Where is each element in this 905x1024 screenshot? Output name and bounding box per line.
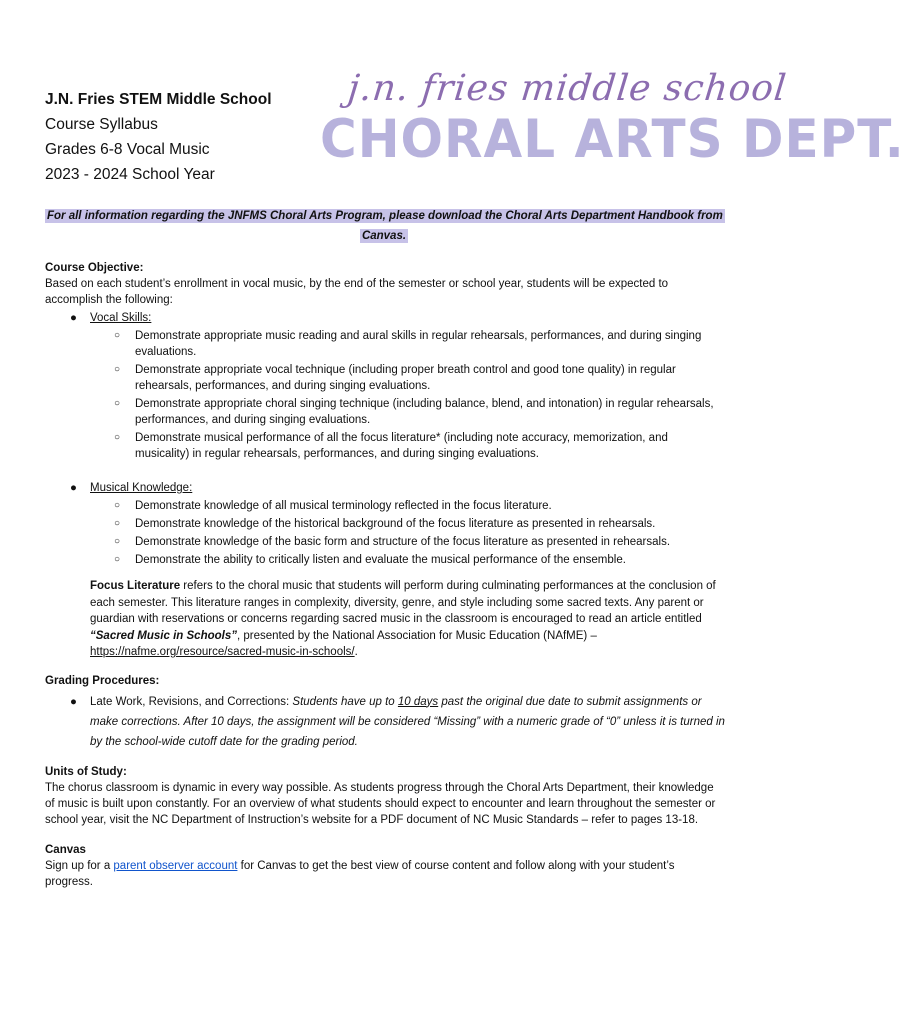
nafme-link[interactable]: https://nafme.org/resource/sacred-music-in-schools/ xyxy=(90,646,355,658)
knowledge-text: Demonstrate knowledge of the basic form and structure of the focus literature as presented in rehearsals. xyxy=(135,536,671,548)
circle-bullet: ○ xyxy=(114,364,121,375)
objective-title: Course Objective: xyxy=(45,262,144,274)
grades-line: Grades 6-8 Vocal Music xyxy=(45,141,210,158)
syllabus-body xyxy=(45,260,725,890)
knowledge-item xyxy=(45,498,725,514)
circle-bullet: ○ xyxy=(114,398,121,409)
vocal-skill-item xyxy=(45,362,725,394)
bullet-dot: ● xyxy=(70,312,77,324)
bullet-dot: ● xyxy=(70,482,77,494)
bullet-dot: ● xyxy=(70,695,77,708)
late-work-days: 10 days xyxy=(397,695,439,708)
vocal-skill-text: Demonstrate appropriate choral singing technique (including balance, blend, and intonation) in regular rehearsals, performances, and during singing evaluations. xyxy=(135,398,714,426)
circle-bullet: ○ xyxy=(114,554,121,565)
logo-block-text: CHORAL ARTS DEPT. xyxy=(320,108,905,170)
canvas-text-1: Sign up for a xyxy=(45,859,114,872)
vocal-skill-text: Demonstrate musical performance of all the focus literature* (including note accuracy, memorization, and musicality) in regular rehearsals, performances, and during singing evaluations. xyxy=(135,432,668,460)
circle-bullet: ○ xyxy=(114,500,121,511)
units-title: Units of Study: xyxy=(45,765,127,778)
vocal-skill-item xyxy=(45,430,725,462)
grading-title: Grading Procedures: xyxy=(45,674,160,687)
article-title: “Sacred Music in Schools” xyxy=(90,629,237,642)
circle-bullet: ○ xyxy=(114,518,121,529)
vocal-skills-label: Vocal Skills: xyxy=(90,312,152,324)
handbook-banner-text: For all information regarding the JNFMS Choral Arts Program, please download the Choral Arts Department Handbook from Canvas. xyxy=(47,210,723,242)
units-text: The chorus classroom is dynamic in every way possible. As students progress through the Choral Arts Department, their knowledge of music is built upon constantly. For an overview of what students should expect to encounter and learn throughout the semester or school year, visit the NC Department of Instruction’s website for a PDF document of NC Music Standards – refer to pages 13-18. xyxy=(45,781,716,826)
circle-bullet: ○ xyxy=(114,432,121,443)
canvas-text-2: for Canvas to get the best view of course content and follow along with your student’s progress. xyxy=(45,859,675,888)
objective-intro: Based on each student’s enrollment in vocal music, by the end of the semester or school year, students will be expected to accomplish the following: xyxy=(45,278,669,306)
school-name: J.N. Fries STEM Middle School xyxy=(45,91,272,108)
late-work-bullet xyxy=(45,692,725,752)
knowledge-item xyxy=(45,534,725,550)
knowledge-text: Demonstrate knowledge of the historical background of the focus literature as presented in rehearsals. xyxy=(135,518,656,530)
musical-knowledge-label: Musical Knowledge: xyxy=(90,482,193,494)
musical-knowledge-bullet xyxy=(45,480,725,496)
focus-literature-paragraph xyxy=(45,578,725,661)
late-work-text-1: Students have up to xyxy=(292,695,398,708)
canvas-paragraph xyxy=(45,858,725,890)
vocal-skill-text: Demonstrate appropriate music reading and aural skills in regular rehearsals, performances, and during singing evaluations. xyxy=(135,330,702,358)
logo-script-text: j.n. fries middle school xyxy=(345,68,789,109)
late-work-label: Late Work, Revisions, and Corrections: xyxy=(90,695,293,708)
school-year: 2023 - 2024 School Year xyxy=(45,166,215,183)
focus-text-2: , presented by the National Association for Music Education (NAfME) – xyxy=(236,629,597,642)
knowledge-text: Demonstrate the ability to critically listen and evaluate the musical performance of the ensemble. xyxy=(135,554,626,566)
late-work-text-2: past the original due date to submit assignments or make corrections. After 10 days, the assignment will be considered “Missing” with a numeric grade of “0” unless it is turned in by the school-wide cutoff date for the grading period. xyxy=(90,695,725,748)
focus-end: . xyxy=(354,646,358,658)
document-title: Course Syllabus xyxy=(45,116,158,133)
circle-bullet: ○ xyxy=(114,536,121,547)
choral-arts-logo xyxy=(318,68,905,176)
vocal-skill-item xyxy=(45,396,725,428)
handbook-banner xyxy=(45,206,723,246)
vocal-skill-item xyxy=(45,328,725,360)
canvas-title: Canvas xyxy=(45,843,86,856)
focus-term: Focus Literature xyxy=(90,580,181,592)
parent-observer-link[interactable]: parent observer account xyxy=(113,859,238,872)
circle-bullet: ○ xyxy=(114,330,121,341)
header-block xyxy=(45,87,345,187)
vocal-skill-text: Demonstrate appropriate vocal technique (including proper breath control and good tone quality) in regular rehearsals, performances, and during singing evaluations. xyxy=(135,364,676,392)
knowledge-item xyxy=(45,516,725,532)
focus-text-1: refers to the choral music that students will perform during culminating performances at the conclusion of each semester. This literature ranges in complexity, diversity, genre, and style including some sacred texts. Any parent or guardian with reservations or concerns regarding sacred music in the classroom is encouraged to read an article entitled xyxy=(90,580,716,625)
knowledge-item xyxy=(45,552,725,568)
vocal-skills-bullet xyxy=(45,310,725,326)
knowledge-text: Demonstrate knowledge of all musical terminology reflected in the focus literature. xyxy=(135,500,552,512)
